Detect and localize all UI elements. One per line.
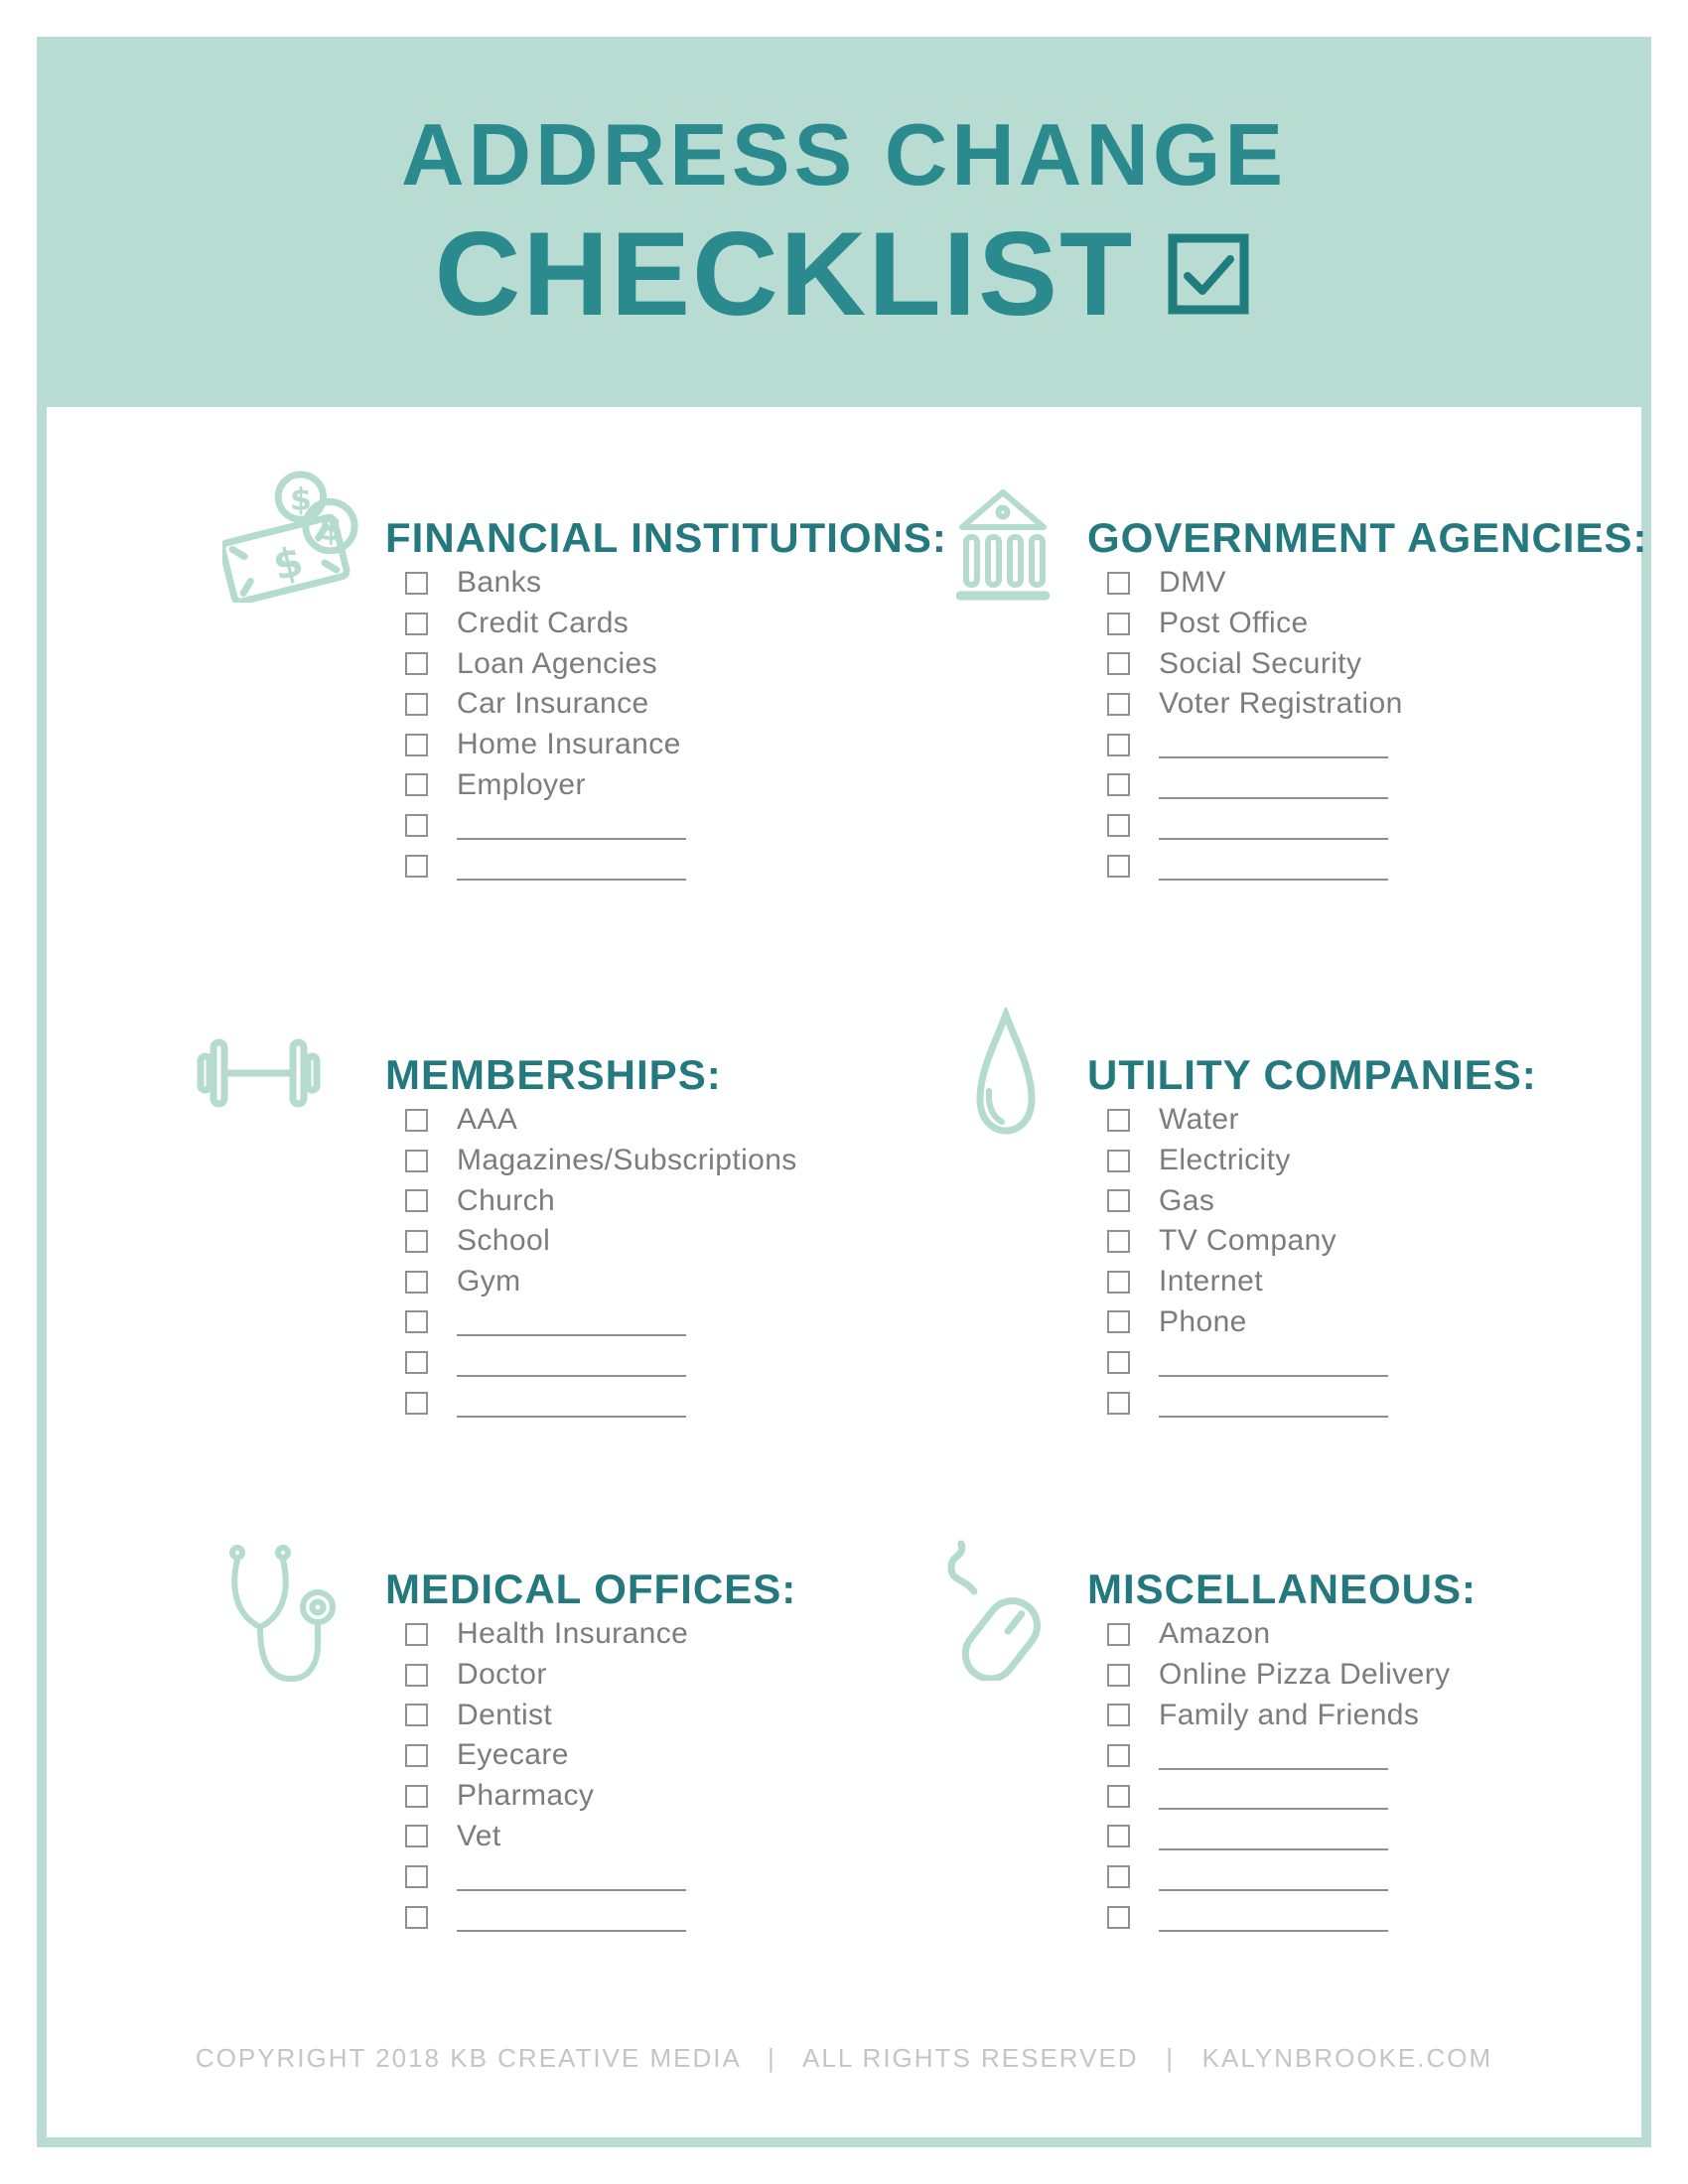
checklist-item xyxy=(405,1735,1001,1776)
item-checkbox[interactable] xyxy=(405,1351,428,1374)
item-checkbox[interactable] xyxy=(405,734,428,756)
checklist-item xyxy=(1107,1856,1688,1897)
checked-checkbox-icon xyxy=(1164,229,1253,319)
checklist-item xyxy=(1107,1695,1688,1735)
item-checkbox[interactable] xyxy=(405,1150,428,1172)
item-checkbox[interactable] xyxy=(405,855,428,878)
checklist-item xyxy=(405,1856,1001,1897)
blank-write-in-line[interactable] xyxy=(1159,1768,1388,1770)
item-checkbox[interactable] xyxy=(405,693,428,716)
item-checkbox[interactable] xyxy=(405,1906,428,1929)
item-label: Banks xyxy=(457,566,542,600)
item-label: School xyxy=(457,1224,551,1258)
checklist xyxy=(1087,563,1688,887)
item-label: Loan Agencies xyxy=(457,646,658,680)
item-label: Employer xyxy=(457,767,586,801)
item-checkbox[interactable] xyxy=(1107,1825,1130,1847)
item-label: Gas xyxy=(1159,1183,1215,1217)
section-miscellaneous xyxy=(1087,1565,1688,1938)
item-checkbox[interactable] xyxy=(1107,773,1130,796)
item-label: Amazon xyxy=(1159,1617,1271,1651)
blank-write-in-line[interactable] xyxy=(1159,1930,1388,1932)
item-label: Social Security xyxy=(1159,646,1362,680)
item-checkbox[interactable] xyxy=(405,1230,428,1253)
checklist-item xyxy=(1107,1100,1688,1141)
item-checkbox[interactable] xyxy=(405,572,428,595)
item-label: Internet xyxy=(1159,1265,1263,1298)
checklist-item xyxy=(1107,1141,1688,1181)
section-government-agencies xyxy=(1087,513,1688,887)
section-heading: GOVERNMENT AGENCIES: xyxy=(1087,514,1648,561)
item-label: Gym xyxy=(457,1265,521,1298)
checklist-item xyxy=(405,1776,1001,1817)
checklist xyxy=(385,1100,1001,1424)
item-label: AAA xyxy=(457,1103,518,1137)
item-checkbox[interactable] xyxy=(1107,572,1130,595)
item-checkbox[interactable] xyxy=(1107,1271,1130,1294)
item-label: Online Pizza Delivery xyxy=(1159,1658,1451,1692)
checklist-item xyxy=(405,1614,1001,1655)
checklist xyxy=(385,563,1001,887)
page-title-line2: CHECKLIST xyxy=(434,206,1135,341)
section-heading: MISCELLANEOUS: xyxy=(1087,1566,1477,1612)
item-checkbox[interactable] xyxy=(405,1109,428,1132)
section-utility-companies xyxy=(1087,1050,1688,1424)
checklist-item xyxy=(1107,846,1688,887)
item-checkbox[interactable] xyxy=(1107,613,1130,635)
blank-write-in-line[interactable] xyxy=(1159,1808,1388,1810)
checklist-item xyxy=(1107,764,1688,805)
section-financial-institutions xyxy=(385,513,1001,887)
item-label: Eyecare xyxy=(457,1738,569,1772)
item-checkbox[interactable] xyxy=(405,1704,428,1726)
checklist-item xyxy=(1107,1262,1688,1302)
checklist-item xyxy=(1107,1342,1688,1383)
item-checkbox[interactable] xyxy=(1107,1664,1130,1687)
item-checkbox[interactable] xyxy=(1107,1392,1130,1415)
checklist-item xyxy=(405,1221,1001,1262)
item-checkbox[interactable] xyxy=(1107,1785,1130,1808)
dumbbell-icon xyxy=(197,1030,321,1115)
blank-write-in-line[interactable] xyxy=(457,1334,686,1336)
checklist-item xyxy=(1107,604,1688,644)
checklist-item xyxy=(1107,563,1688,604)
item-checkbox[interactable] xyxy=(405,1785,428,1808)
item-checkbox[interactable] xyxy=(405,1865,428,1888)
item-checkbox[interactable] xyxy=(1107,1906,1130,1929)
svg-text:$: $ xyxy=(319,508,343,548)
item-label: Credit Cards xyxy=(457,607,630,640)
checklist-item xyxy=(1107,1735,1688,1776)
checklist-item xyxy=(1107,643,1688,684)
blank-write-in-line[interactable] xyxy=(457,838,686,840)
checklist-item xyxy=(405,684,1001,725)
checklist-item xyxy=(1107,805,1688,846)
item-label: Vet xyxy=(457,1819,501,1852)
blank-write-in-line[interactable] xyxy=(1159,838,1388,840)
blank-write-in-line[interactable] xyxy=(1159,1375,1388,1377)
page-title-line1: ADDRESS CHANGE xyxy=(400,104,1288,204)
page-header xyxy=(37,37,1651,407)
checklist-item xyxy=(405,1695,1001,1735)
blank-write-in-line[interactable] xyxy=(457,1375,686,1377)
checklist-item xyxy=(405,1342,1001,1383)
checklist-item xyxy=(405,643,1001,684)
section-heading: MEDICAL OFFICES: xyxy=(385,1566,797,1612)
checklist-item xyxy=(405,1383,1001,1424)
item-checkbox[interactable] xyxy=(1107,1189,1130,1212)
item-checkbox[interactable] xyxy=(405,1664,428,1687)
checklist-item xyxy=(405,1141,1001,1181)
blank-write-in-line[interactable] xyxy=(1159,879,1388,881)
checklist-item xyxy=(405,563,1001,604)
blank-write-in-line[interactable] xyxy=(457,1889,686,1891)
checklist xyxy=(1087,1100,1688,1424)
item-checkbox[interactable] xyxy=(1107,1150,1130,1172)
item-checkbox[interactable] xyxy=(405,1744,428,1767)
blank-write-in-line[interactable] xyxy=(1159,797,1388,799)
item-label: Water xyxy=(1159,1103,1239,1137)
blank-write-in-line[interactable] xyxy=(1159,1889,1388,1891)
item-label: Dentist xyxy=(457,1698,553,1731)
item-label: Church xyxy=(457,1183,556,1217)
item-label: Post Office xyxy=(1159,607,1309,640)
item-label: Pharmacy xyxy=(457,1779,595,1813)
section-heading: FINANCIAL INSTITUTIONS: xyxy=(385,514,947,561)
checklist-item xyxy=(405,846,1001,887)
checklist-item xyxy=(1107,1221,1688,1262)
checklist-item xyxy=(1107,1180,1688,1221)
checklist-item xyxy=(405,604,1001,644)
item-label: Doctor xyxy=(457,1658,547,1692)
item-checkbox[interactable] xyxy=(405,1392,428,1415)
svg-text:$: $ xyxy=(290,481,312,518)
checklist-item xyxy=(1107,1816,1688,1856)
blank-write-in-line[interactable] xyxy=(457,879,686,881)
checklist-item xyxy=(405,805,1001,846)
item-checkbox[interactable] xyxy=(405,1189,428,1212)
blank-write-in-line[interactable] xyxy=(1159,1416,1388,1418)
checklist-item xyxy=(1107,1655,1688,1696)
item-label: Magazines/Subscriptions xyxy=(457,1144,797,1177)
item-checkbox[interactable] xyxy=(405,773,428,796)
checklist-item xyxy=(1107,1776,1688,1817)
checklist-item xyxy=(1107,1301,1688,1342)
checklist xyxy=(385,1614,1001,1938)
item-label: Electricity xyxy=(1159,1144,1291,1177)
checklist xyxy=(1087,1614,1688,1938)
item-checkbox[interactable] xyxy=(1107,1310,1130,1333)
blank-write-in-line[interactable] xyxy=(1159,1848,1388,1850)
item-checkbox[interactable] xyxy=(405,1310,428,1333)
item-checkbox[interactable] xyxy=(405,613,428,635)
blank-write-in-line[interactable] xyxy=(457,1416,686,1418)
svg-text:$: $ xyxy=(268,536,308,591)
item-label: Car Insurance xyxy=(457,687,649,721)
section-memberships xyxy=(385,1050,1001,1424)
copyright-footer: COPYRIGHT 2018 KB CREATIVE MEDIA | ALL RIGHTS RESERVED | KALYNBROOKE.COM xyxy=(195,2043,1493,2073)
section-heading: UTILITY COMPANIES: xyxy=(1087,1051,1537,1098)
item-checkbox[interactable] xyxy=(405,814,428,837)
item-checkbox[interactable] xyxy=(1107,1865,1130,1888)
item-checkbox[interactable] xyxy=(405,652,428,675)
item-label: Phone xyxy=(1159,1304,1247,1338)
item-label: DMV xyxy=(1159,566,1226,600)
checklist-item xyxy=(405,1301,1001,1342)
blank-write-in-line[interactable] xyxy=(457,1930,686,1932)
checklist-item xyxy=(1107,1897,1688,1938)
item-checkbox[interactable] xyxy=(1107,652,1130,675)
checklist-item xyxy=(405,1897,1001,1938)
stethoscope-icon xyxy=(224,1538,339,1689)
checklist-item xyxy=(405,1262,1001,1302)
item-label: Voter Registration xyxy=(1159,687,1403,721)
money-icon xyxy=(222,469,359,603)
item-checkbox[interactable] xyxy=(1107,1351,1130,1374)
item-checkbox[interactable] xyxy=(405,1623,428,1646)
item-checkbox[interactable] xyxy=(1107,1109,1130,1132)
section-medical-offices xyxy=(385,1565,1001,1938)
item-checkbox[interactable] xyxy=(405,1271,428,1294)
section-heading: MEMBERSHIPS: xyxy=(385,1051,722,1098)
checklist-item xyxy=(1107,1383,1688,1424)
item-label: Family and Friends xyxy=(1159,1698,1420,1731)
item-checkbox[interactable] xyxy=(405,1825,428,1847)
item-checkbox[interactable] xyxy=(1107,1704,1130,1726)
item-checkbox[interactable] xyxy=(1107,1623,1130,1646)
checklist-item xyxy=(405,1100,1001,1141)
item-checkbox[interactable] xyxy=(1107,855,1130,878)
checklist-item xyxy=(405,1180,1001,1221)
item-checkbox[interactable] xyxy=(1107,693,1130,716)
checklist-item xyxy=(405,764,1001,805)
checklist-item xyxy=(405,1816,1001,1856)
checklist-item xyxy=(1107,1614,1688,1655)
item-label: TV Company xyxy=(1159,1224,1337,1258)
item-checkbox[interactable] xyxy=(1107,734,1130,756)
checklist-item xyxy=(1107,725,1688,765)
blank-write-in-line[interactable] xyxy=(1159,756,1388,758)
item-label: Health Insurance xyxy=(457,1617,689,1651)
checklist-item xyxy=(1107,684,1688,725)
item-checkbox[interactable] xyxy=(1107,1744,1130,1767)
checklist-item xyxy=(405,725,1001,765)
checklist-item xyxy=(405,1655,1001,1696)
item-checkbox[interactable] xyxy=(1107,1230,1130,1253)
item-checkbox[interactable] xyxy=(1107,814,1130,837)
item-label: Home Insurance xyxy=(457,728,681,761)
